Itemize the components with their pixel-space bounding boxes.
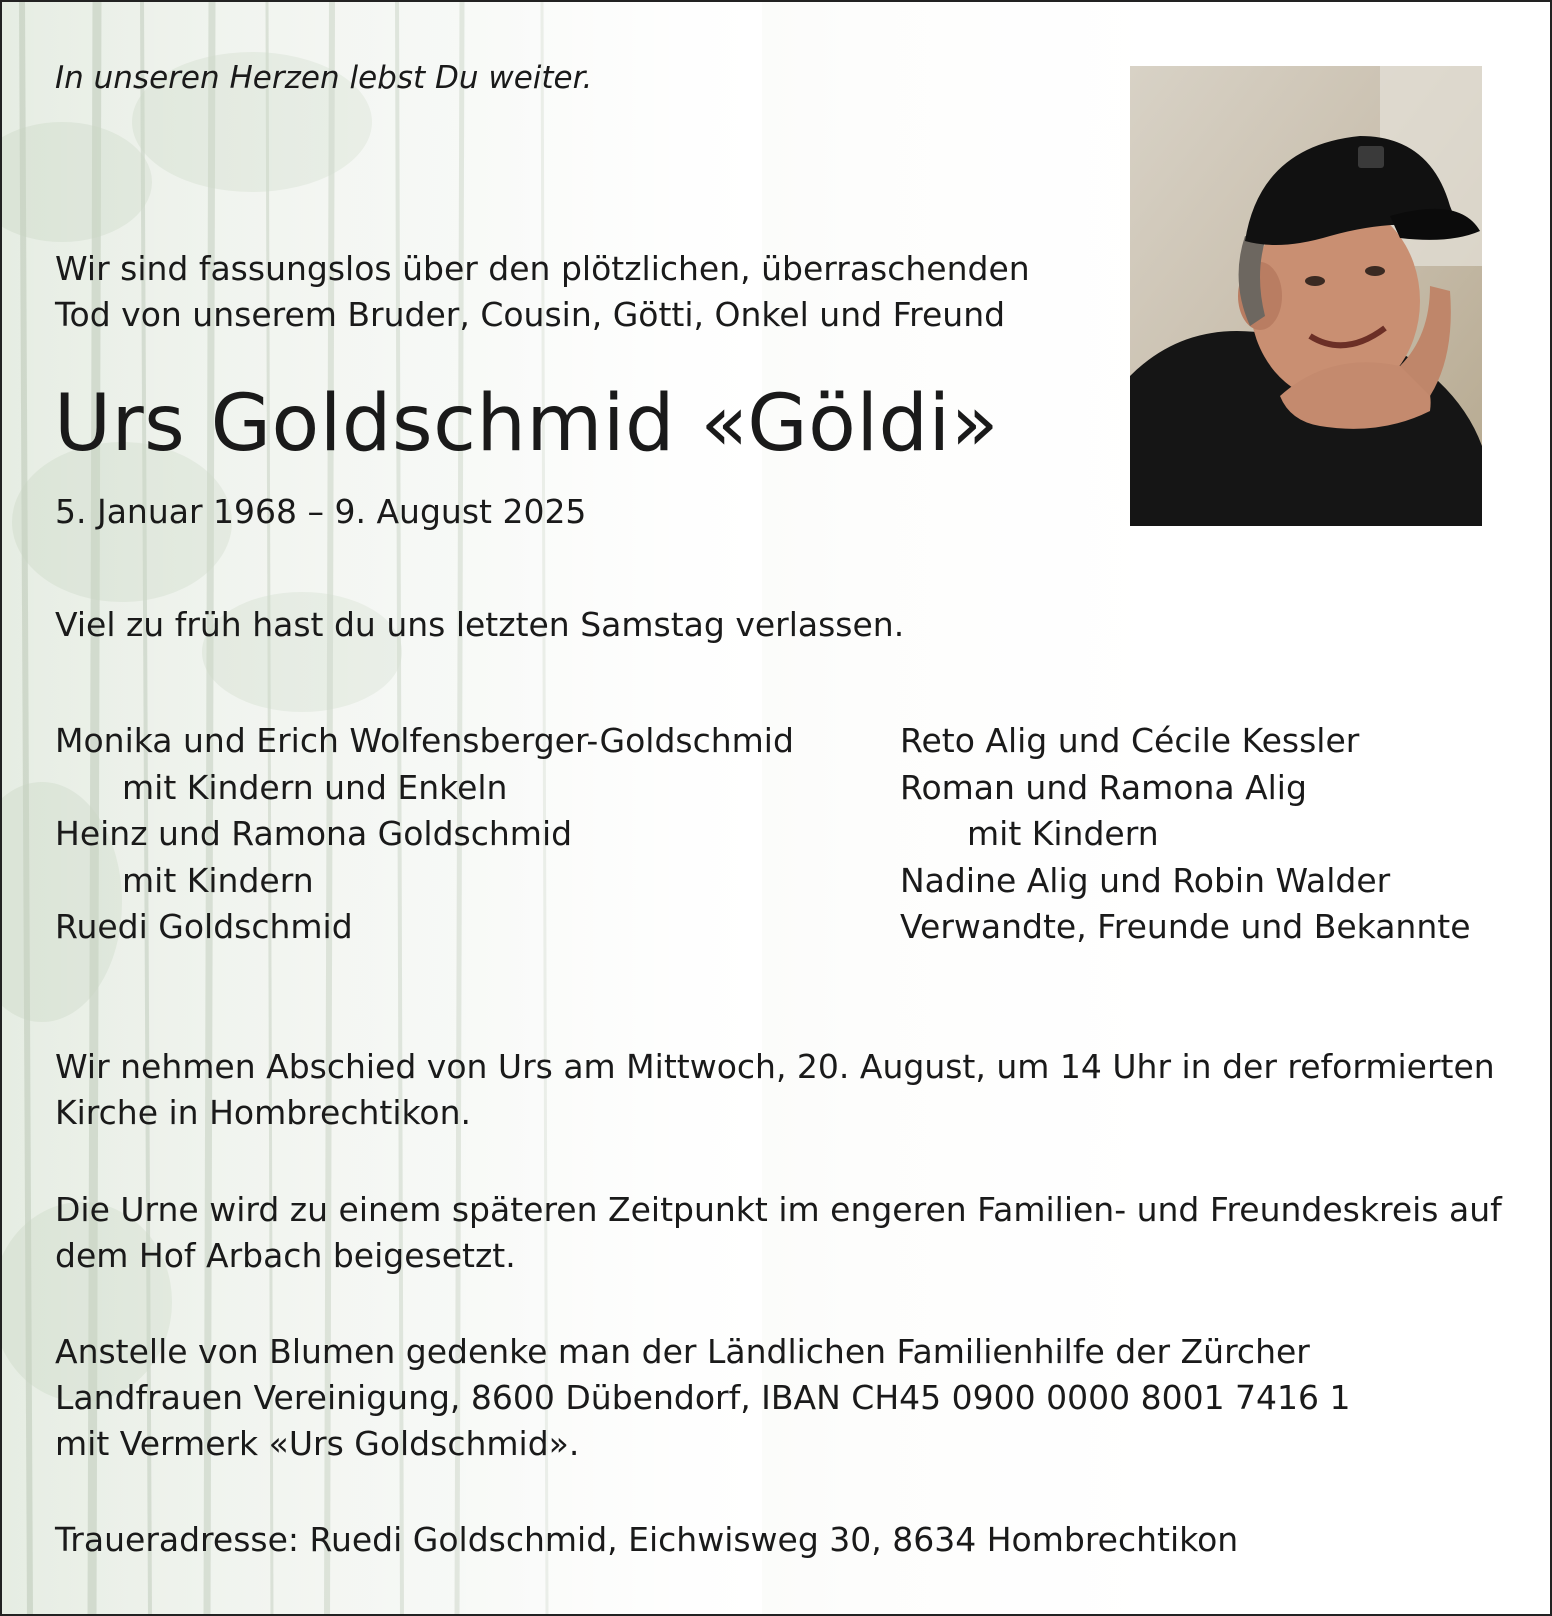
memorial-motto: In unseren Herzen lebst Du weiter. xyxy=(55,60,593,96)
life-dates: 5. Januar 1968 – 9. August 2025 xyxy=(55,492,587,531)
service-paragraph xyxy=(55,1044,1495,1136)
urn-paragraph xyxy=(55,1187,1502,1279)
urn-line: Die Urne wird zu einem späteren Zeitpunkt im engeren Familien- und Freundeskreis auf xyxy=(55,1190,1502,1229)
mourner-entry: Reto Alig und Cécile Kessler xyxy=(900,721,1360,760)
mourners-left-column xyxy=(55,718,794,951)
intro-line: Tod von unserem Bruder, Cousin, Götti, Onkel und Freund xyxy=(55,295,1006,334)
service-line: Wir nehmen Abschied von Urs am Mittwoch, 20. August, um 14 Uhr in der reformierten xyxy=(55,1047,1495,1086)
urn-line: dem Hof Arbach beigesetzt. xyxy=(55,1236,516,1275)
deceased-name: Urs Goldschmid «Göldi» xyxy=(54,379,999,469)
mourning-address: Traueradresse: Ruedi Goldschmid, Eichwisweg 30, 8634 Hombrechtikon xyxy=(55,1520,1239,1559)
farewell-line: Viel zu früh hast du uns letzten Samstag verlassen. xyxy=(55,605,905,644)
mourner-entry: Monika und Erich Wolfensberger-Goldschmid xyxy=(55,721,794,760)
donation-line: mit Vermerk «Urs Goldschmid». xyxy=(55,1424,580,1463)
portrait-photo xyxy=(1130,66,1482,526)
service-line: Kirche in Hombrechtikon. xyxy=(55,1093,472,1132)
donation-line: Anstelle von Blumen gedenke man der Ländlichen Familienhilfe der Zürcher xyxy=(55,1332,1310,1371)
mourner-subentry: mit Kindern xyxy=(967,814,1159,853)
intro-line: Wir sind fassungslos über den plötzlichen, überraschenden xyxy=(55,249,1030,288)
intro-text xyxy=(55,246,1030,338)
mourner-entry: Verwandte, Freunde und Bekannte xyxy=(900,907,1471,946)
mourners-right-column xyxy=(900,718,1471,951)
mourner-entry: Heinz und Ramona Goldschmid xyxy=(55,814,573,853)
mourner-entry: Nadine Alig und Robin Walder xyxy=(900,860,1391,900)
donation-line: Landfrauen Vereinigung, 8600 Dübendorf, IBAN CH45 0900 0000 8001 7416 1 xyxy=(55,1378,1351,1417)
mourner-subentry: mit Kindern xyxy=(122,860,314,900)
mourner-subentry: mit Kindern und Enkeln xyxy=(122,767,508,807)
mourner-entry: Roman und Ramona Alig xyxy=(900,767,1307,807)
mourner-entry: Ruedi Goldschmid xyxy=(55,907,353,946)
donation-paragraph xyxy=(55,1329,1351,1467)
